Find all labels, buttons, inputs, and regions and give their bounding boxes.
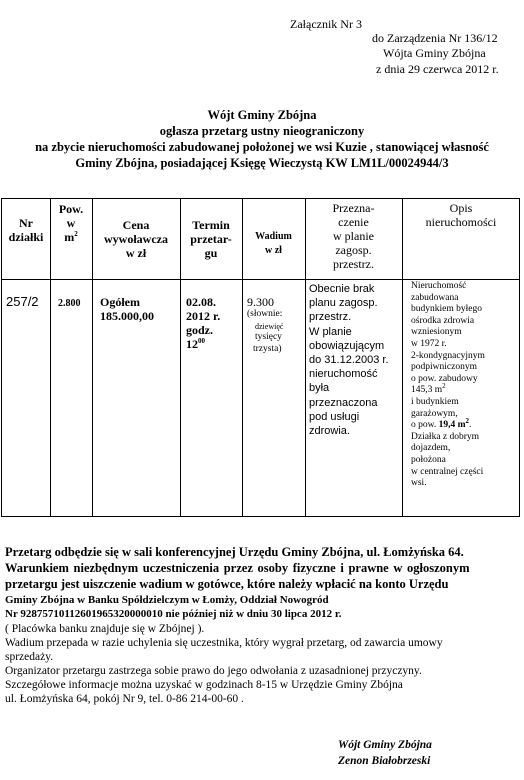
issuer: Wójta Gminy Zbójna bbox=[383, 46, 486, 60]
cell-description: Nieruchomość zabudowana budynkiem byłego ośrodka zdrowia wzniesionym w 1972 r. 2-kondygnacyjnym podpiwniczonym o pow. zabudowy 145,3 $m^2$ i budynkiem garażowym, o pow. 19,4 $m^2$. Działka z dobrym dojazdem, położona w centralnej części wsi. bbox=[411, 281, 485, 489]
attachment-label: Załącznik Nr 3 bbox=[290, 17, 362, 31]
signature-name: Zenon Białobrzeski bbox=[338, 755, 431, 767]
order-reference: do Zarządzenia Nr 136/12 bbox=[372, 31, 498, 45]
header-purpose: Przezna- czenie w planie zagosp. przestrz. bbox=[332, 201, 375, 271]
deposit-condition: Warunkiem niezbędnym uczestniczenia przez osoby fizyczne i prawne w ogłoszonym bbox=[5, 561, 470, 575]
cancellation-note: Organizator przetargu zastrzega sobie prawo do jego odwołania z uzasadnionej przyczyny. bbox=[5, 665, 422, 677]
header-deposit: Wadium w zł bbox=[255, 231, 292, 256]
bank-account: Nr 92875710112601965320000010 nie później niż w dniu 30 lipca 2012 r. bbox=[5, 608, 342, 620]
signature-title: Wójt Gminy Zbójna bbox=[338, 739, 432, 751]
info-contact: ul. Łomżyńska 64, pokój Nr 9, tel. 0-86 214-00-60 . bbox=[5, 693, 244, 705]
announcement-registry: Gminy Zbójna, posiadającej Księgę Wieczystą KW LM1L/00024944/3 bbox=[75, 156, 449, 170]
forfeit-line1: Wadium przepada w razie uchylenia się uczestnika, który wygrał przetarg, od zawarcia umowy bbox=[5, 637, 443, 649]
bank-name: Gminy Zbójna w Banku Spółdzielczym w Łomży, Oddział Nowogród bbox=[5, 594, 329, 606]
announcement-heading: ogłasza przetarg ustny nieograniczony bbox=[159, 124, 365, 138]
deposit-account-intro: przetargu jest uiszczenie wadium w gotówce, które należy wpłacić na konto Urzędu bbox=[5, 577, 449, 591]
cell-auction-date: 02.08. 2012 r. godz. $12^{00}$ bbox=[186, 295, 221, 351]
cell-plot-number: 257/2 bbox=[6, 294, 39, 309]
deposit-words: (słownie: dziewięć tysięcy trzysta) bbox=[247, 309, 284, 354]
auction-table bbox=[1, 198, 520, 517]
deposit-amount: 9.300 bbox=[247, 295, 274, 309]
info-hours: Szczegółowe informacje można uzyskać w godzinach 8-15 w Urzędzie Gminy Zbójna bbox=[5, 679, 403, 691]
bank-branch-note: ( Placówka banku znajduje się w Zbójnej ). bbox=[5, 623, 205, 635]
announcement-subject: na zbycie nieruchomości zabudowanej położonej we wsi Kuzie , stanowiącej własność bbox=[35, 140, 489, 154]
auction-location: Przetarg odbędzie się w sali konferencyjnej Urzędu Gminy Zbójna, ul. Łomżyńska 64. bbox=[5, 545, 464, 559]
cell-price: Ogółem 185.000,00 bbox=[100, 295, 154, 323]
header-description: Opis nieruchomości bbox=[425, 201, 497, 229]
announcement-issuer: Wójt Gminy Zbójna bbox=[207, 108, 317, 122]
header-nr: Nr działki bbox=[8, 216, 44, 244]
cell-deposit bbox=[247, 295, 283, 355]
header-date: Termin przetar- gu bbox=[190, 218, 232, 260]
header-area: Pow. w $m^2$ bbox=[58, 202, 84, 244]
forfeit-line2: sprzedaży. bbox=[5, 651, 54, 663]
header-price: Cena wywoławcza w zł bbox=[104, 218, 168, 260]
cell-area: 2.800 bbox=[58, 298, 81, 309]
order-date: z dnia 29 czerwca 2012 r. bbox=[376, 62, 499, 76]
cell-purpose: Obecnie brak planu zagosp. przestrz. W planie obowiązującym do 31.12.2003 r. nieruchomość była przeznaczona pod usługi zdrowia. bbox=[309, 283, 389, 438]
